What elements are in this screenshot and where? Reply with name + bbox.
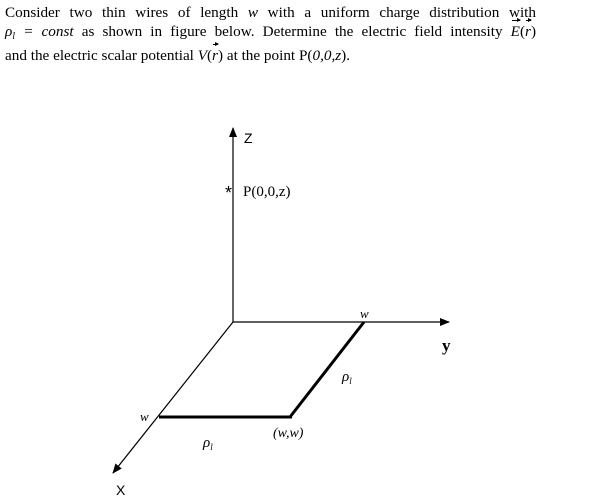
text-segment: with a uniform charge distribution with: [258, 4, 536, 21]
paren: (: [519, 23, 526, 40]
point-p-marker: *: [225, 183, 233, 203]
rho-right-label: $\rho_l$: [342, 369, 352, 386]
vector-r: r: [212, 47, 218, 64]
text-segment: at the point P(: [223, 47, 313, 64]
paren: (: [206, 47, 213, 64]
text-segment: and the electric scalar potential: [5, 47, 198, 64]
corner-ww-label: (w,w): [273, 426, 304, 441]
text-segment: Consider two thin wires of length: [5, 4, 248, 21]
point-p-label: P(0,0,z): [243, 184, 291, 200]
variable-w: w: [247, 4, 258, 21]
vector-r: r: [525, 23, 531, 40]
paren: ): [530, 23, 536, 40]
wire-right: [290, 322, 364, 417]
rho-l-symbol: $\rho_l$: [5, 23, 16, 42]
w-on-x-label: w: [140, 409, 149, 424]
point-coords: 0,0,z: [312, 47, 342, 64]
x-axis-label: X: [116, 482, 126, 498]
z-axis-label: Z: [244, 130, 253, 146]
equals-const: = const: [15, 23, 74, 40]
text-segment: ).: [341, 47, 351, 64]
y-axis-label: y: [442, 336, 451, 355]
paren: ): [217, 47, 224, 64]
x-axis: [113, 322, 233, 473]
w-on-y-label: w: [360, 306, 369, 321]
rho-left-label: $\rho_l$: [203, 435, 213, 452]
variable-v: V: [197, 47, 207, 64]
text-segment: as shown in figure below. Determine the electric field intensity: [73, 23, 511, 40]
vector-e: E: [510, 23, 520, 40]
